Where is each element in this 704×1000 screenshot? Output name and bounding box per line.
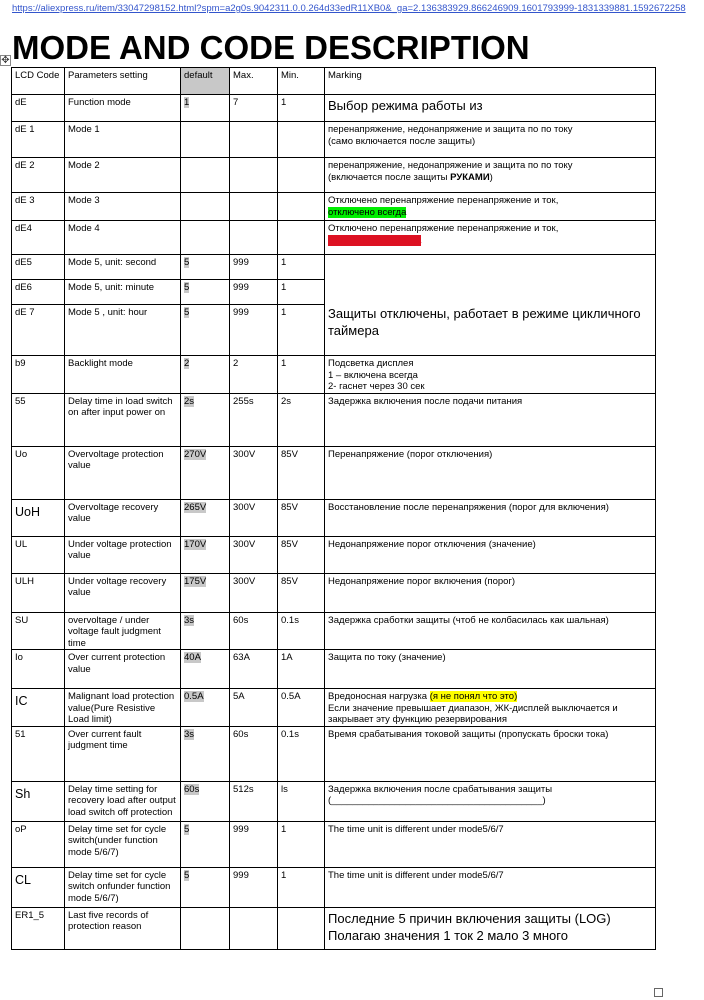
marking-text: (включается после защиты (328, 171, 451, 183)
lcd-code: UL (12, 536, 65, 573)
default-value (181, 573, 230, 612)
marking-text: ВКЛЮЧЕНО ВСЕГДА (328, 234, 422, 246)
marking-text: перенапряжение, недонапряжение и защита по по току (328, 124, 573, 135)
marking (325, 907, 656, 949)
max-value: 2 (230, 356, 278, 394)
parameter-setting: Overvoltage recovery value (65, 499, 181, 536)
marking-text: The time unit is different under mode5/6/7 (328, 869, 504, 881)
min-value (278, 122, 325, 158)
parameter-setting: Mode 5, unit: second (65, 255, 181, 280)
marking (325, 689, 656, 727)
default-value (181, 726, 230, 781)
parameter-setting: Backlight mode (65, 356, 181, 394)
min-value (278, 193, 325, 221)
max-value (230, 907, 278, 949)
default-value-text: 2s (184, 395, 195, 407)
default-value-text: 3s (184, 728, 195, 740)
default-value-text: 170V (184, 538, 207, 550)
parameter-setting: Delay time set for cycle switch(under function mode 5/6/7) (65, 821, 181, 867)
max-value: 300V (230, 499, 278, 536)
marking-text: отключено всегда (328, 206, 407, 218)
lcd-code: 51 (12, 726, 65, 781)
min-value: 0.1s (278, 612, 325, 650)
max-value: 60s (230, 726, 278, 781)
lcd-code: UoH (12, 499, 65, 536)
mode-code-table (11, 67, 656, 950)
marking-text: (________________________________________) (328, 795, 546, 806)
lcd-code: Uo (12, 446, 65, 499)
table-row (12, 573, 656, 612)
min-value: ls (278, 781, 325, 821)
parameter-setting: Function mode (65, 95, 181, 122)
max-value: 300V (230, 573, 278, 612)
parameter-setting: Under voltage recovery value (65, 573, 181, 612)
lcd-code: dE 2 (12, 158, 65, 193)
marking-text: (я не понял что это) (429, 691, 518, 702)
marking-text: 2- гаснет через 30 сек (328, 381, 425, 392)
default-value (181, 255, 230, 280)
parameter-setting: Over current fault judgment time (65, 726, 181, 781)
table-row (12, 499, 656, 536)
marking (325, 122, 656, 158)
max-value: 999 (230, 305, 278, 356)
min-value: 1 (278, 867, 325, 907)
marking-text: (само включается после защиты) (328, 135, 476, 147)
lcd-code: oP (12, 821, 65, 867)
default-value (181, 356, 230, 394)
marking-text: Вредоносная нагрузка (328, 691, 430, 702)
marking-text: РУКАМИ (450, 171, 490, 183)
marking-text: Отключено перенапряжение перенапряжение и ток, (328, 223, 559, 234)
column-header: LCD Code (12, 68, 65, 95)
marking (325, 781, 656, 821)
default-value (181, 158, 230, 193)
default-value (181, 650, 230, 689)
table-row (12, 867, 656, 907)
default-value-text: 175V (184, 575, 207, 587)
column-header: Min. (278, 68, 325, 95)
marking-text: Если значение превышает диапазон, ЖК-дисплей выключается и закрывает эту функцию резервирования (328, 702, 618, 725)
default-value-text: 5 (184, 823, 190, 835)
table-row (12, 907, 656, 949)
max-value (230, 193, 278, 221)
lcd-code: dE6 (12, 280, 65, 305)
min-value: 2s (278, 393, 325, 446)
default-value (181, 221, 230, 255)
parameter-setting: Mode 2 (65, 158, 181, 193)
max-value: 5A (230, 689, 278, 727)
parameter-setting: Malignant load protection value(Pure Resistive Load limit) (65, 689, 181, 727)
lcd-code: b9 (12, 356, 65, 394)
lcd-code: dE 3 (12, 193, 65, 221)
column-header: Max. (230, 68, 278, 95)
lcd-code: IC (12, 689, 65, 727)
parameter-setting: Last five records of protection reason (65, 907, 181, 949)
default-value-text: 1 (184, 97, 190, 108)
marking-text: 1 – включена всегда (328, 369, 418, 381)
table-row (12, 726, 656, 781)
marking (325, 255, 656, 356)
marking-text: Задержка включения после срабатывания защиты (328, 783, 553, 795)
default-value-text: 5 (184, 307, 190, 318)
min-value: 1 (278, 255, 325, 280)
max-value: 999 (230, 821, 278, 867)
min-value: 0.1s (278, 726, 325, 781)
default-value (181, 612, 230, 650)
default-value-text: 40A (184, 652, 201, 663)
default-value (181, 907, 230, 949)
marking (325, 499, 656, 536)
marking (325, 573, 656, 612)
parameter-setting: Delay time in load switch on after input power on (65, 393, 181, 446)
max-value: 7 (230, 95, 278, 122)
parameter-setting: Mode 5 , unit: hour (65, 305, 181, 356)
marking (325, 726, 656, 781)
marking-text: Время срабатывания токовой защиты (пропускать броски тока) (328, 728, 609, 740)
table-row (12, 612, 656, 650)
max-value (230, 158, 278, 193)
lcd-code: SU (12, 612, 65, 650)
column-header: default (181, 68, 230, 95)
default-value (181, 393, 230, 446)
page-title: MODE AND CODE DESCRIPTION (12, 29, 530, 66)
marking (325, 867, 656, 907)
min-value (278, 907, 325, 949)
table-row (12, 158, 656, 193)
marking (325, 536, 656, 573)
table-header-row (12, 68, 656, 95)
lcd-code: dE5 (12, 255, 65, 280)
lcd-code: ER1_5 (12, 907, 65, 949)
column-header: Parameters setting (65, 68, 181, 95)
min-value: 85V (278, 499, 325, 536)
parameter-setting: Mode 5, unit: minute (65, 280, 181, 305)
marking (325, 612, 656, 650)
marking-text: Выбор режима работы из (328, 98, 483, 113)
lcd-code: 55 (12, 393, 65, 446)
marking-text: Недонапряжение порог отключения (значение) (328, 538, 536, 550)
parameter-setting: Overvoltage protection value (65, 446, 181, 499)
table-row (12, 689, 656, 727)
marking (325, 393, 656, 446)
parameter-setting: Over current protection value (65, 650, 181, 689)
marking (325, 821, 656, 867)
max-value: 60s (230, 612, 278, 650)
default-value-text: 3s (184, 614, 195, 626)
min-value (278, 221, 325, 255)
table-row (12, 122, 656, 158)
default-value-text: 5 (184, 869, 190, 881)
marking-text: ) (489, 171, 493, 183)
table-row (12, 193, 656, 221)
marking-text: Подсветка дисплея (328, 358, 414, 369)
max-value: 63A (230, 650, 278, 689)
table-row (12, 95, 656, 122)
min-value: 1 (278, 356, 325, 394)
max-value: 300V (230, 446, 278, 499)
min-value: 1 (278, 305, 325, 356)
max-value: 255s (230, 393, 278, 446)
marking-text: Задержка включения после подачи питания (328, 395, 523, 407)
default-value (181, 781, 230, 821)
marking-text: Защиты отключены, работает в режиме цикличного таймера (328, 306, 641, 338)
lcd-code: dE4 (12, 221, 65, 255)
table-row (12, 781, 656, 821)
default-value (181, 446, 230, 499)
marking-text: Полагаю значения 1 ток 2 мало 3 много (328, 927, 568, 943)
default-value-text: 265V (184, 501, 207, 513)
marking-text: перенапряжение, недонапряжение и защита по по току (328, 160, 573, 171)
table-row (12, 356, 656, 394)
parameter-setting: Mode 1 (65, 122, 181, 158)
marking-text: The time unit is different under mode5/6/7 (328, 823, 504, 835)
default-value-text: 5 (184, 257, 190, 268)
parameter-setting: Under voltage protection value (65, 536, 181, 573)
default-value-text: 270V (184, 448, 207, 460)
default-value (181, 821, 230, 867)
lcd-code: Sh (12, 781, 65, 821)
parameter-setting: overvoltage / under voltage fault judgment time (65, 612, 181, 650)
marking (325, 158, 656, 193)
parameter-setting: Delay time setting for recovery load after output load switch off protection (65, 781, 181, 821)
min-value: 85V (278, 446, 325, 499)
min-value: 1 (278, 821, 325, 867)
table-row (12, 821, 656, 867)
max-value: 999 (230, 255, 278, 280)
default-value (181, 499, 230, 536)
default-value (181, 193, 230, 221)
lcd-code: CL (12, 867, 65, 907)
default-value (181, 280, 230, 305)
default-value (181, 867, 230, 907)
marking (325, 95, 656, 122)
marking (325, 650, 656, 689)
table-row (12, 255, 656, 280)
table-row (12, 536, 656, 573)
marking-text: Восстановление после перенапряжения (порог для включения) (328, 501, 609, 513)
lcd-code: Io (12, 650, 65, 689)
parameter-setting: Mode 4 (65, 221, 181, 255)
max-value: 512s (230, 781, 278, 821)
default-value (181, 689, 230, 727)
table-row (12, 393, 656, 446)
default-value (181, 122, 230, 158)
table-row (12, 221, 656, 255)
column-header: Marking (325, 68, 656, 95)
marking-text: Отключено перенапряжение перенапряжение и ток, (328, 195, 559, 206)
default-value-text: 60s (184, 783, 200, 795)
min-value (278, 158, 325, 193)
resize-handle-icon[interactable] (654, 988, 663, 997)
table-row (12, 650, 656, 689)
min-value: 1 (278, 95, 325, 122)
default-value-text: 2 (184, 358, 190, 369)
marking (325, 446, 656, 499)
parameter-setting: Delay time set for cycle switch onfunder function mode 5/6/7) (65, 867, 181, 907)
default-value (181, 305, 230, 356)
min-value: 0.5A (278, 689, 325, 727)
table-row (12, 446, 656, 499)
min-value: 1 (278, 280, 325, 305)
default-value-text: 0.5A (184, 691, 204, 702)
default-value-text: 5 (184, 282, 190, 293)
max-value (230, 221, 278, 255)
default-value (181, 95, 230, 122)
lcd-code: dE (12, 95, 65, 122)
max-value: 999 (230, 867, 278, 907)
marking-text: Задержка сработки защиты (чтоб не колбасилась как шальная) (328, 614, 609, 626)
table-move-handle-icon[interactable]: ✥ (1, 55, 10, 66)
marking (325, 221, 656, 255)
min-value: 85V (278, 573, 325, 612)
lcd-code: ULH (12, 573, 65, 612)
marking (325, 193, 656, 221)
default-value (181, 536, 230, 573)
marking-text: Последние 5 причин включения защиты (LOG) (328, 910, 611, 926)
marking (325, 356, 656, 394)
min-value: 1A (278, 650, 325, 689)
max-value: 300V (230, 536, 278, 573)
lcd-code: dE 7 (12, 305, 65, 356)
source-url[interactable]: https://aliexpress.ru/item/33047298152.html?spm=a2g0s.9042311.0.0.264d33edR11XB0&_ga=2.136383929.866246909.1601793999-1831339881.1592672258 (12, 3, 686, 14)
min-value: 85V (278, 536, 325, 573)
max-value: 999 (230, 280, 278, 305)
marking-text: Защита по току (значение) (328, 652, 446, 663)
lcd-code: dE 1 (12, 122, 65, 158)
max-value (230, 122, 278, 158)
marking-text: Недонапряжение порог включения (порог) (328, 575, 516, 587)
marking-text: Перенапряжение (порог отключения) (328, 448, 493, 460)
parameter-setting: Mode 3 (65, 193, 181, 221)
